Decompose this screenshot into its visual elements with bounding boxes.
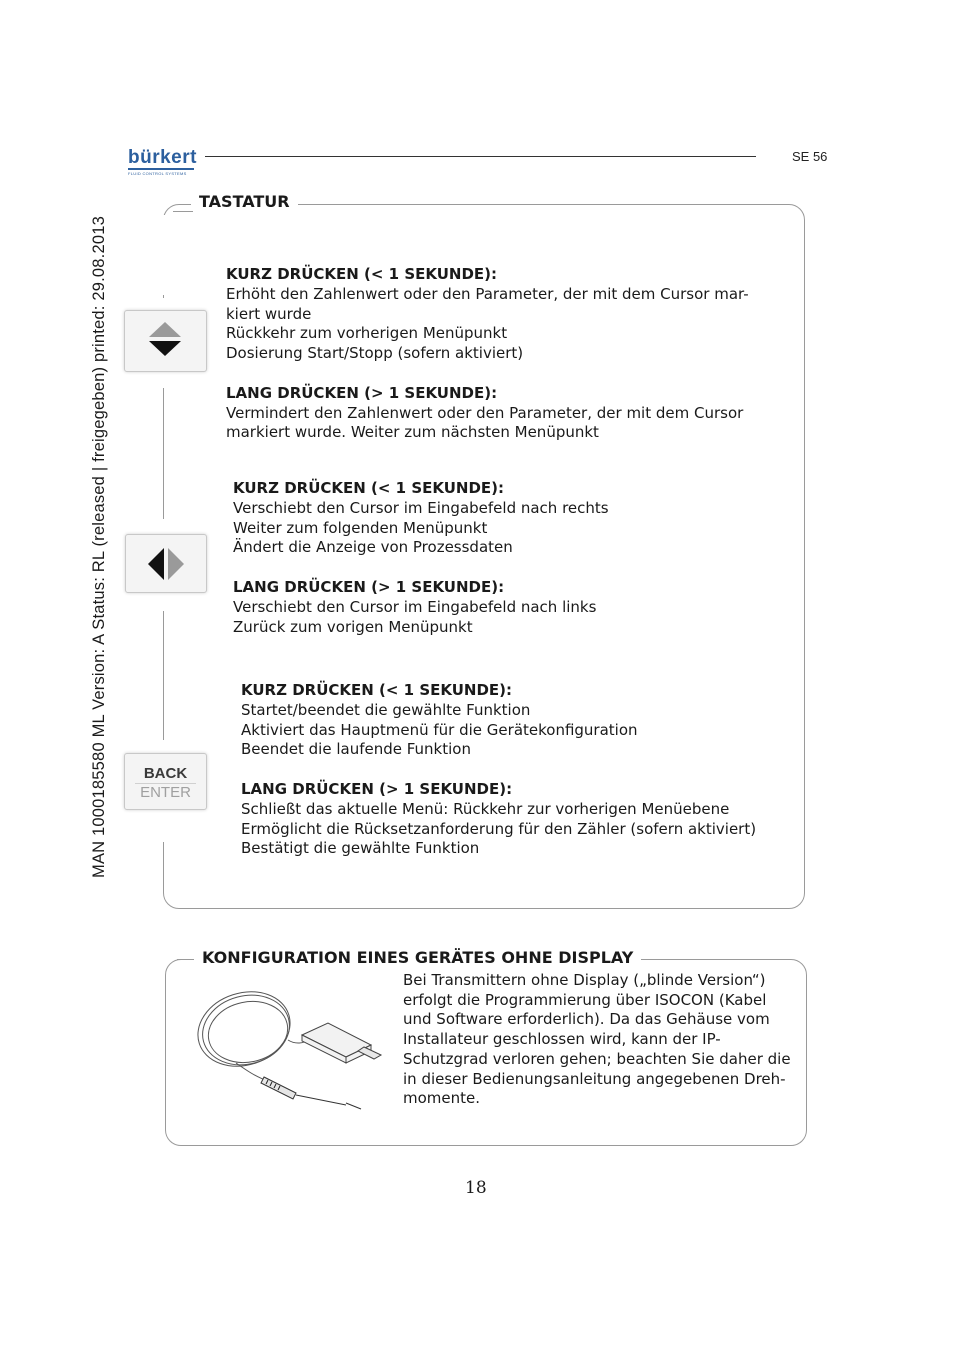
description-line: Schließt das aktuelle Menü: Rückkehr zur vorherigen Menüebene bbox=[241, 799, 730, 818]
paragraph-line: Schutzgrad verloren gehen; beachten Sie daher die bbox=[403, 1049, 791, 1068]
isocon-cable-image bbox=[196, 985, 391, 1115]
tastatur-title: TASTATUR bbox=[191, 192, 298, 211]
back-enter-key-description bbox=[241, 681, 756, 859]
frame-segment bbox=[163, 388, 164, 518]
document-code: SE 56 bbox=[792, 149, 828, 164]
description-line: Ändert die Anzeige von Prozessdaten bbox=[233, 538, 513, 557]
frame-segment bbox=[163, 842, 164, 872]
paragraph-line: momente. bbox=[403, 1089, 481, 1108]
logo-tagline: FLUID CONTROL SYSTEMS bbox=[128, 171, 187, 176]
up-down-key-description bbox=[226, 265, 749, 443]
long-press-heading: LANG DRÜCKEN (> 1 SEKUNDE): bbox=[241, 779, 513, 798]
description-line: Erhöht den Zahlenwert oder den Parameter, der mit dem Cursor mar- bbox=[226, 284, 749, 303]
burkert-logo bbox=[128, 148, 196, 174]
up-down-arrows-icon bbox=[125, 311, 206, 371]
description-line: Bestätigt die gewählte Funktion bbox=[241, 839, 480, 858]
document-side-label: MAN 1000185580 ML Version: A Status: RL (released | freigegeben) printed: 29.08.2013 bbox=[90, 216, 108, 878]
logo-underline bbox=[128, 168, 194, 170]
key-enter-label: ENTER bbox=[140, 784, 191, 801]
description-line: markiert wurde. Weiter zum nächsten Menüpunkt bbox=[226, 423, 599, 442]
description-line: Vermindert den Zahlenwert oder den Parameter, der mit dem Cursor bbox=[226, 403, 744, 422]
description-line: Beendet die laufende Funktion bbox=[241, 740, 471, 759]
header-rule bbox=[205, 156, 756, 157]
short-press-heading: KURZ DRÜCKEN (< 1 SEKUNDE): bbox=[226, 265, 498, 283]
up-down-key bbox=[124, 310, 207, 372]
description-line: Ermöglicht die Rücksetzanforderung für den Zähler (sofern aktiviert) bbox=[241, 819, 757, 838]
back-enter-key bbox=[124, 753, 207, 810]
left-right-arrows-icon bbox=[126, 535, 206, 592]
frame-segment bbox=[163, 611, 164, 739]
short-press-heading: KURZ DRÜCKEN (< 1 SEKUNDE): bbox=[233, 479, 505, 497]
key-back-label: BACK bbox=[143, 765, 188, 782]
description-line: Verschiebt den Cursor im Eingabefeld nach rechts bbox=[233, 498, 609, 517]
description-line: Startet/beendet die gewählte Funktion bbox=[241, 700, 531, 719]
description-line: Dosierung Start/Stopp (sofern aktiviert) bbox=[226, 344, 524, 363]
long-press-heading: LANG DRÜCKEN (> 1 SEKUNDE): bbox=[233, 577, 505, 596]
logo-wordmark: bürkert bbox=[128, 147, 197, 168]
paragraph-line: Installateur geschlossen wird, kann der IP- bbox=[403, 1030, 721, 1049]
description-line: Weiter zum folgenden Menüpunkt bbox=[233, 518, 488, 537]
description-line: Verschiebt den Cursor im Eingabefeld nach links bbox=[233, 597, 597, 616]
paragraph-line: erfolgt die Programmierung über ISOCON (Kabel bbox=[403, 990, 767, 1009]
paragraph-line: Bei Transmittern ohne Display („blinde Version“) bbox=[403, 971, 766, 989]
paragraph-line: und Software erforderlich). Da das Gehäuse vom bbox=[403, 1010, 770, 1029]
title-dash bbox=[173, 211, 193, 212]
page-number: 18 bbox=[465, 1178, 487, 1198]
description-line: Rückkehr zum vorherigen Menüpunkt bbox=[226, 324, 508, 343]
paragraph-line: in dieser Bedienungsanleitung angegebenen Dreh- bbox=[403, 1069, 786, 1088]
description-line: Zurück zum vorigen Menüpunkt bbox=[233, 617, 473, 636]
konfiguration-paragraph bbox=[403, 971, 791, 1109]
description-line: kiert wurde bbox=[226, 304, 312, 323]
left-right-key-description bbox=[233, 479, 609, 637]
description-line: Aktiviert das Hauptmenü für die Gerätekonfiguration bbox=[241, 720, 638, 739]
frame-gap bbox=[163, 215, 165, 295]
left-right-key bbox=[125, 534, 207, 593]
long-press-heading: LANG DRÜCKEN (> 1 SEKUNDE): bbox=[226, 383, 498, 402]
short-press-heading: KURZ DRÜCKEN (< 1 SEKUNDE): bbox=[241, 681, 513, 699]
konfiguration-title: KONFIGURATION EINES GERÄTES OHNE DISPLAY bbox=[194, 948, 641, 967]
